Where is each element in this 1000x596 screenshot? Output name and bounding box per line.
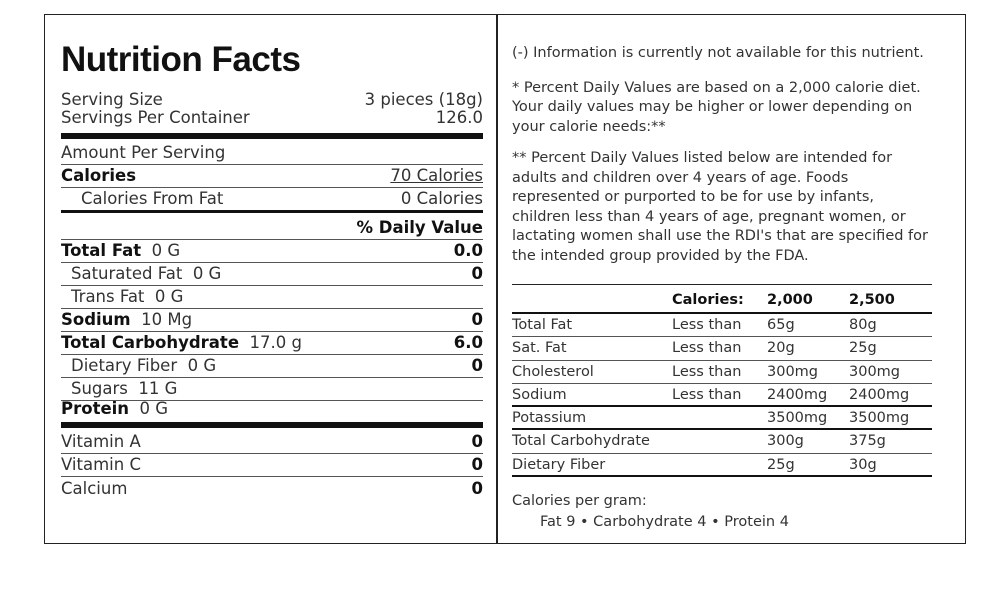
nutrient-amount: 10 Mg: [141, 310, 193, 329]
dv-header-2500: 2,500: [849, 292, 895, 308]
nutrient-row-saturated-fat: [61, 263, 483, 286]
nutrient-amount: 0 G: [151, 241, 181, 260]
nutrient-name: Total Fat: [61, 241, 142, 260]
vitamin-name: Calcium: [61, 479, 128, 498]
amount-per-serving-row: [61, 139, 483, 165]
vitamin-name: Vitamin C: [61, 455, 141, 474]
nutrient-dv: 0: [471, 356, 483, 375]
nutrient-name: Total Carbohydrate: [61, 333, 240, 352]
vitamin-dv: 0: [471, 432, 483, 451]
servings-value: 126.0: [435, 108, 483, 127]
nutrient-row-sodium: [61, 309, 483, 332]
nutrition-facts-title: Nutrition Facts: [61, 40, 301, 79]
nutrient-amount: 0 G: [187, 356, 217, 375]
amount-per-serving-label: Amount Per Serving: [61, 143, 226, 162]
vitamin-dv: 0: [471, 479, 483, 498]
nutrient-name: Protein: [61, 399, 130, 418]
nutrient-dv: 0.0: [453, 241, 483, 260]
calories-row: [61, 165, 483, 188]
dv-header-2000: 2,000: [767, 292, 813, 308]
nutrient-dv: 0: [471, 310, 483, 329]
nutrient-dv: 6.0: [453, 333, 483, 352]
daily-value-header: % Daily Value: [356, 218, 483, 237]
nutrient-amount: 0 G: [139, 399, 169, 418]
calories-per-gram-label: Calories per gram:: [512, 493, 647, 509]
nutrient-name: Sodium: [61, 310, 131, 329]
calories-from-fat-label: Calories From Fat: [81, 189, 224, 208]
servings-label: Servings Per Container: [61, 108, 250, 127]
nutrient-row-protein: [61, 401, 483, 428]
dv-row-sat-fat: Sat. Fat Less than 20g 25g: [512, 337, 932, 360]
nutrient-name: Dietary Fiber: [71, 356, 178, 375]
nutrient-name: Saturated Fat: [71, 264, 183, 283]
vitamin-name: Vitamin A: [61, 432, 141, 451]
daily-value-header-row: [61, 213, 483, 240]
calories-value: 70 Calories: [390, 166, 483, 185]
dv-row-total-fat: Total Fat Less than 65g 80g: [512, 314, 932, 337]
dv-row-total-carbohydrate: Total Carbohydrate 300g 375g: [512, 430, 932, 453]
nutrient-amount: 11 G: [138, 379, 178, 398]
calories-from-fat-value: 0 Calories: [400, 189, 483, 208]
calories-from-fat-row: [61, 188, 483, 213]
dv-row-potassium: Potassium 3500mg 3500mg: [512, 407, 932, 430]
dv-header-calories: Calories:: [672, 292, 744, 308]
vitamin-dv: 0: [471, 455, 483, 474]
daily-value-table: [512, 284, 932, 477]
percent-daily-value-note: * Percent Daily Values are based on a 2,000 calorie diet. Your daily values may be higher or lower depending on your calorie needs:**: [512, 79, 921, 135]
unavailable-note: (-) Information is currently not available for this nutrient.: [512, 45, 924, 61]
vitamin-row-a: [61, 428, 483, 454]
calories-per-gram: [512, 491, 789, 533]
intended-group-note: ** Percent Daily Values listed below are intended for adults and children over 4 years of age. Foods represented or purported to be for use by infants, children less than 4 years of age, pregnant women, or lactating women shall use the RDI's that are specified for the intended group provided by the FDA.: [512, 150, 928, 264]
dv-table-header: [512, 285, 932, 314]
nutrient-name: Sugars: [71, 379, 128, 398]
vitamin-row-c: [61, 454, 483, 477]
serving-size-value: 3 pieces (18g): [364, 90, 483, 109]
nutrient-amount: 0 G: [192, 264, 222, 283]
nutrient-row-total-fat: [61, 240, 483, 263]
nutrient-amount: 17.0 g: [249, 333, 302, 352]
vitamin-row-calcium: [61, 477, 483, 500]
nutrition-facts-panel: [61, 38, 483, 500]
dv-row-sodium: Sodium Less than 2400mg 2400mg: [512, 384, 932, 407]
nutrient-name: Trans Fat: [71, 287, 145, 306]
nutrient-row-trans-fat: [61, 286, 483, 309]
nutrient-amount: 0 G: [154, 287, 184, 306]
serving-size-label: Serving Size: [61, 90, 163, 109]
servings-per-container-row: [61, 108, 483, 139]
panel-divider: [496, 14, 498, 544]
dv-row-cholesterol: Cholesterol Less than 300mg 300mg: [512, 361, 932, 384]
dv-row-dietary-fiber: Dietary Fiber 25g 30g: [512, 454, 932, 477]
nutrient-row-total-carbohydrate: [61, 332, 483, 355]
nutrient-row-dietary-fiber: [61, 355, 483, 378]
calories-per-gram-values: Fat 9 • Carbohydrate 4 • Protein 4: [540, 514, 789, 530]
footnotes-panel: [512, 44, 932, 277]
nutrient-dv: 0: [471, 264, 483, 283]
calories-label: Calories: [61, 166, 137, 185]
